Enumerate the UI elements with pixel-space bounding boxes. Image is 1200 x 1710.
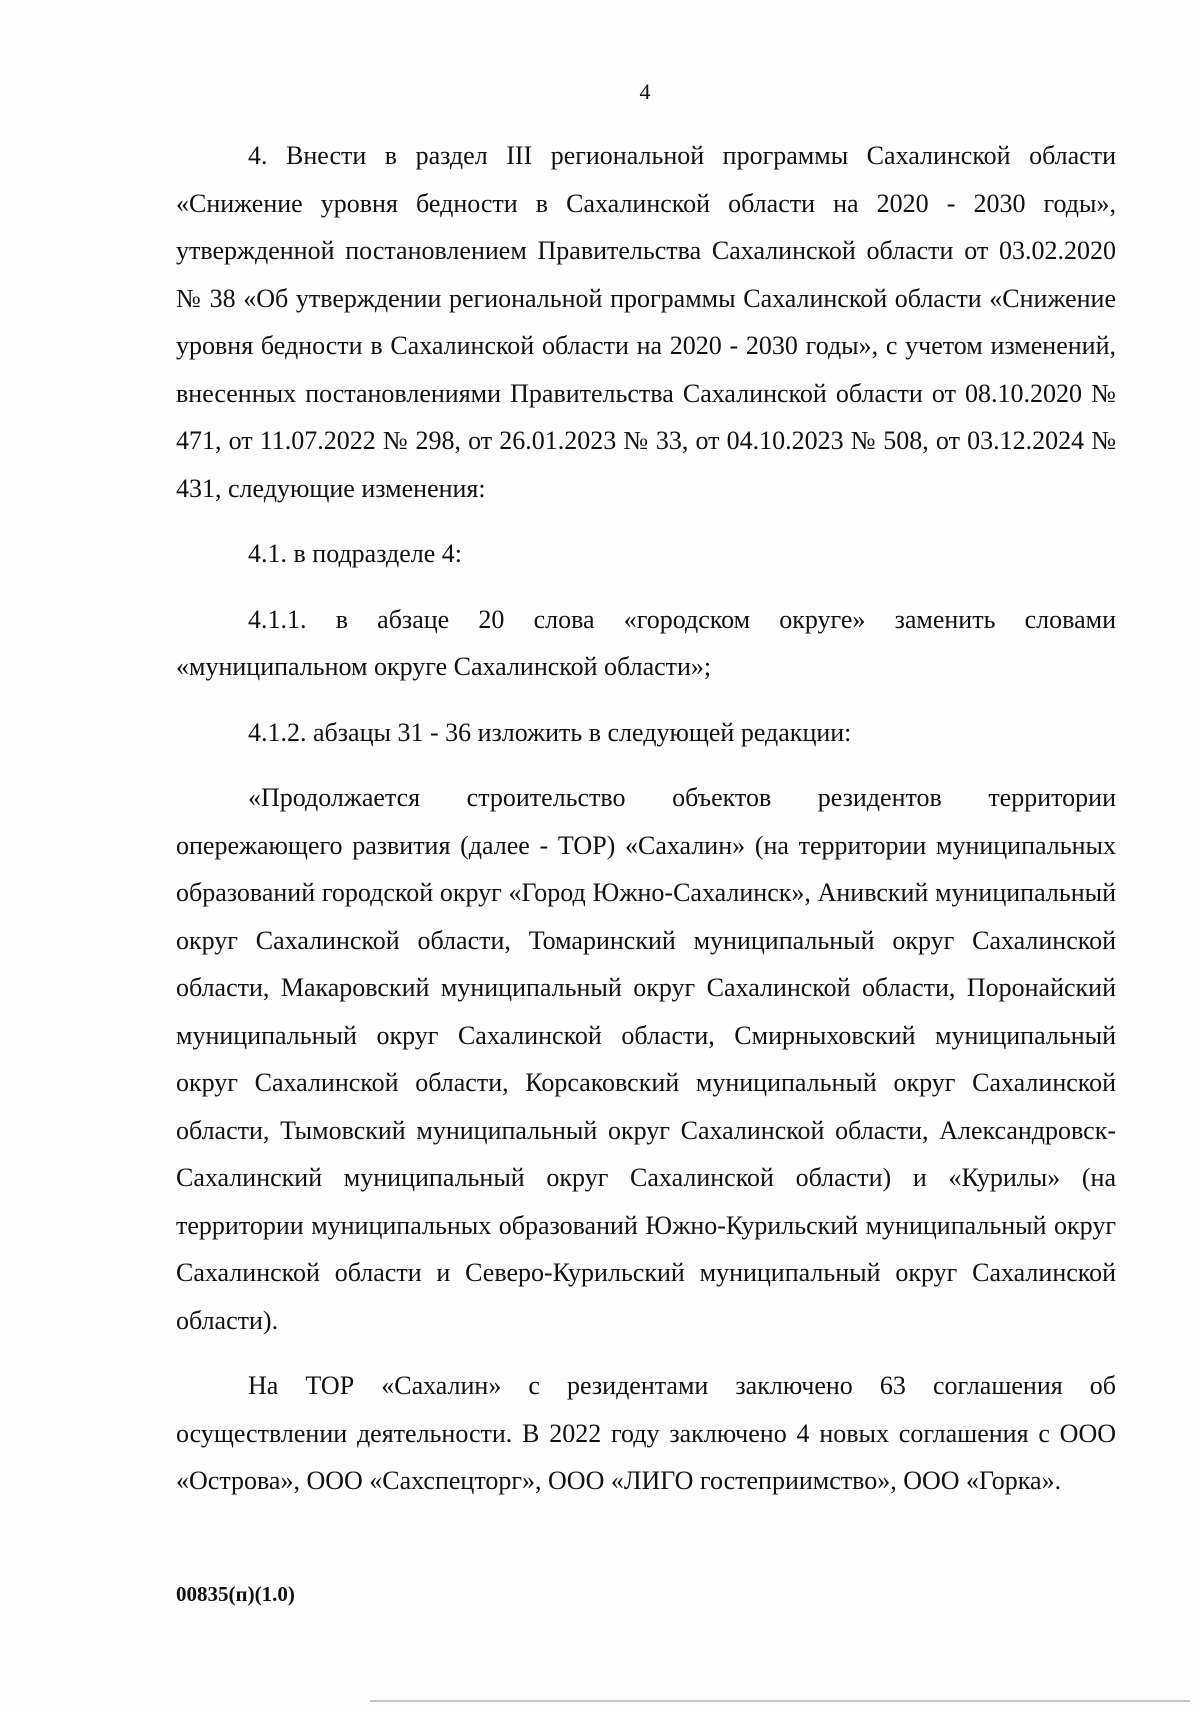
page-number: 4	[639, 79, 651, 104]
paragraph-item-4-1-2: 4.1.2. абзацы 31 - 36 изложить в следующей редакции:	[248, 717, 852, 747]
document-body	[176, 132, 1116, 1505]
paragraph-agreements: На ТОР «Сахалин» с резидентами заключено 63 соглашения об осуществлении деятельности. В 2022 году заключено 4 новых соглашения с ООО «Острова», ООО «Сахспецторг», ООО «ЛИГО гостеприимство», ООО «Горка».	[176, 1371, 1116, 1495]
bottom-edge-line	[370, 1700, 1190, 1702]
paragraph-item-4-1-1: 4.1.1. в абзаце 20 слова «городском округе» заменить словами «муниципальном округе Сахалинской области»;	[176, 604, 1116, 681]
paragraph-item-4: 4. Внести в раздел III региональной программы Сахалинской области «Снижение уровня бедности в Сахалинской области на 2020 - 2030 годы», утвержденной постановлением Правительства Сахалинской области от 03.02.2020 № 38 «Об утверждении региональной программы Сахалинской области «Снижение уровня бедности в Сахалинской области на 2020 - 2030 годы», с учетом изменений, внесенных постановлениями Правительства Сахалинской области от 08.10.2020 № 471, от 11.07.2022 № 298, от 26.01.2023 № 33, от 04.10.2023 № 508, от 03.12.2024 № 431, следующие изменения:	[176, 141, 1116, 503]
paragraph-item-4-1: 4.1. в подразделе 4:	[248, 539, 463, 568]
paragraph-quoted-text: «Продолжается строительство объектов резидентов территории опережающего развития (далее - ТОР) «Сахалин» (на территории муниципальных образований городской округ «Город Южно-Сахалинск», Анивский муниципальный округ Сахалинской области, Томаринский муниципальный округ Сахалинской области, Макаровский муниципальный округ Сахалинской области, Поронайский муниципальный округ Сахалинской области, Смирныховский муниципальный округ Сахалинской области, Корсаковский муниципальный округ Сахалинской области, Тымовский муниципальный округ Сахалинской области, Александровск-Сахалинский муниципальный округ Сахалинской области) и «Курилы» (на территории муниципальных образований Южно-Курильский муниципальный округ Сахалинской области и Северо-Курильский муниципальный округ Сахалинской области).	[176, 783, 1116, 1335]
document-code: 00835(п)(1.0)	[176, 1582, 295, 1606]
